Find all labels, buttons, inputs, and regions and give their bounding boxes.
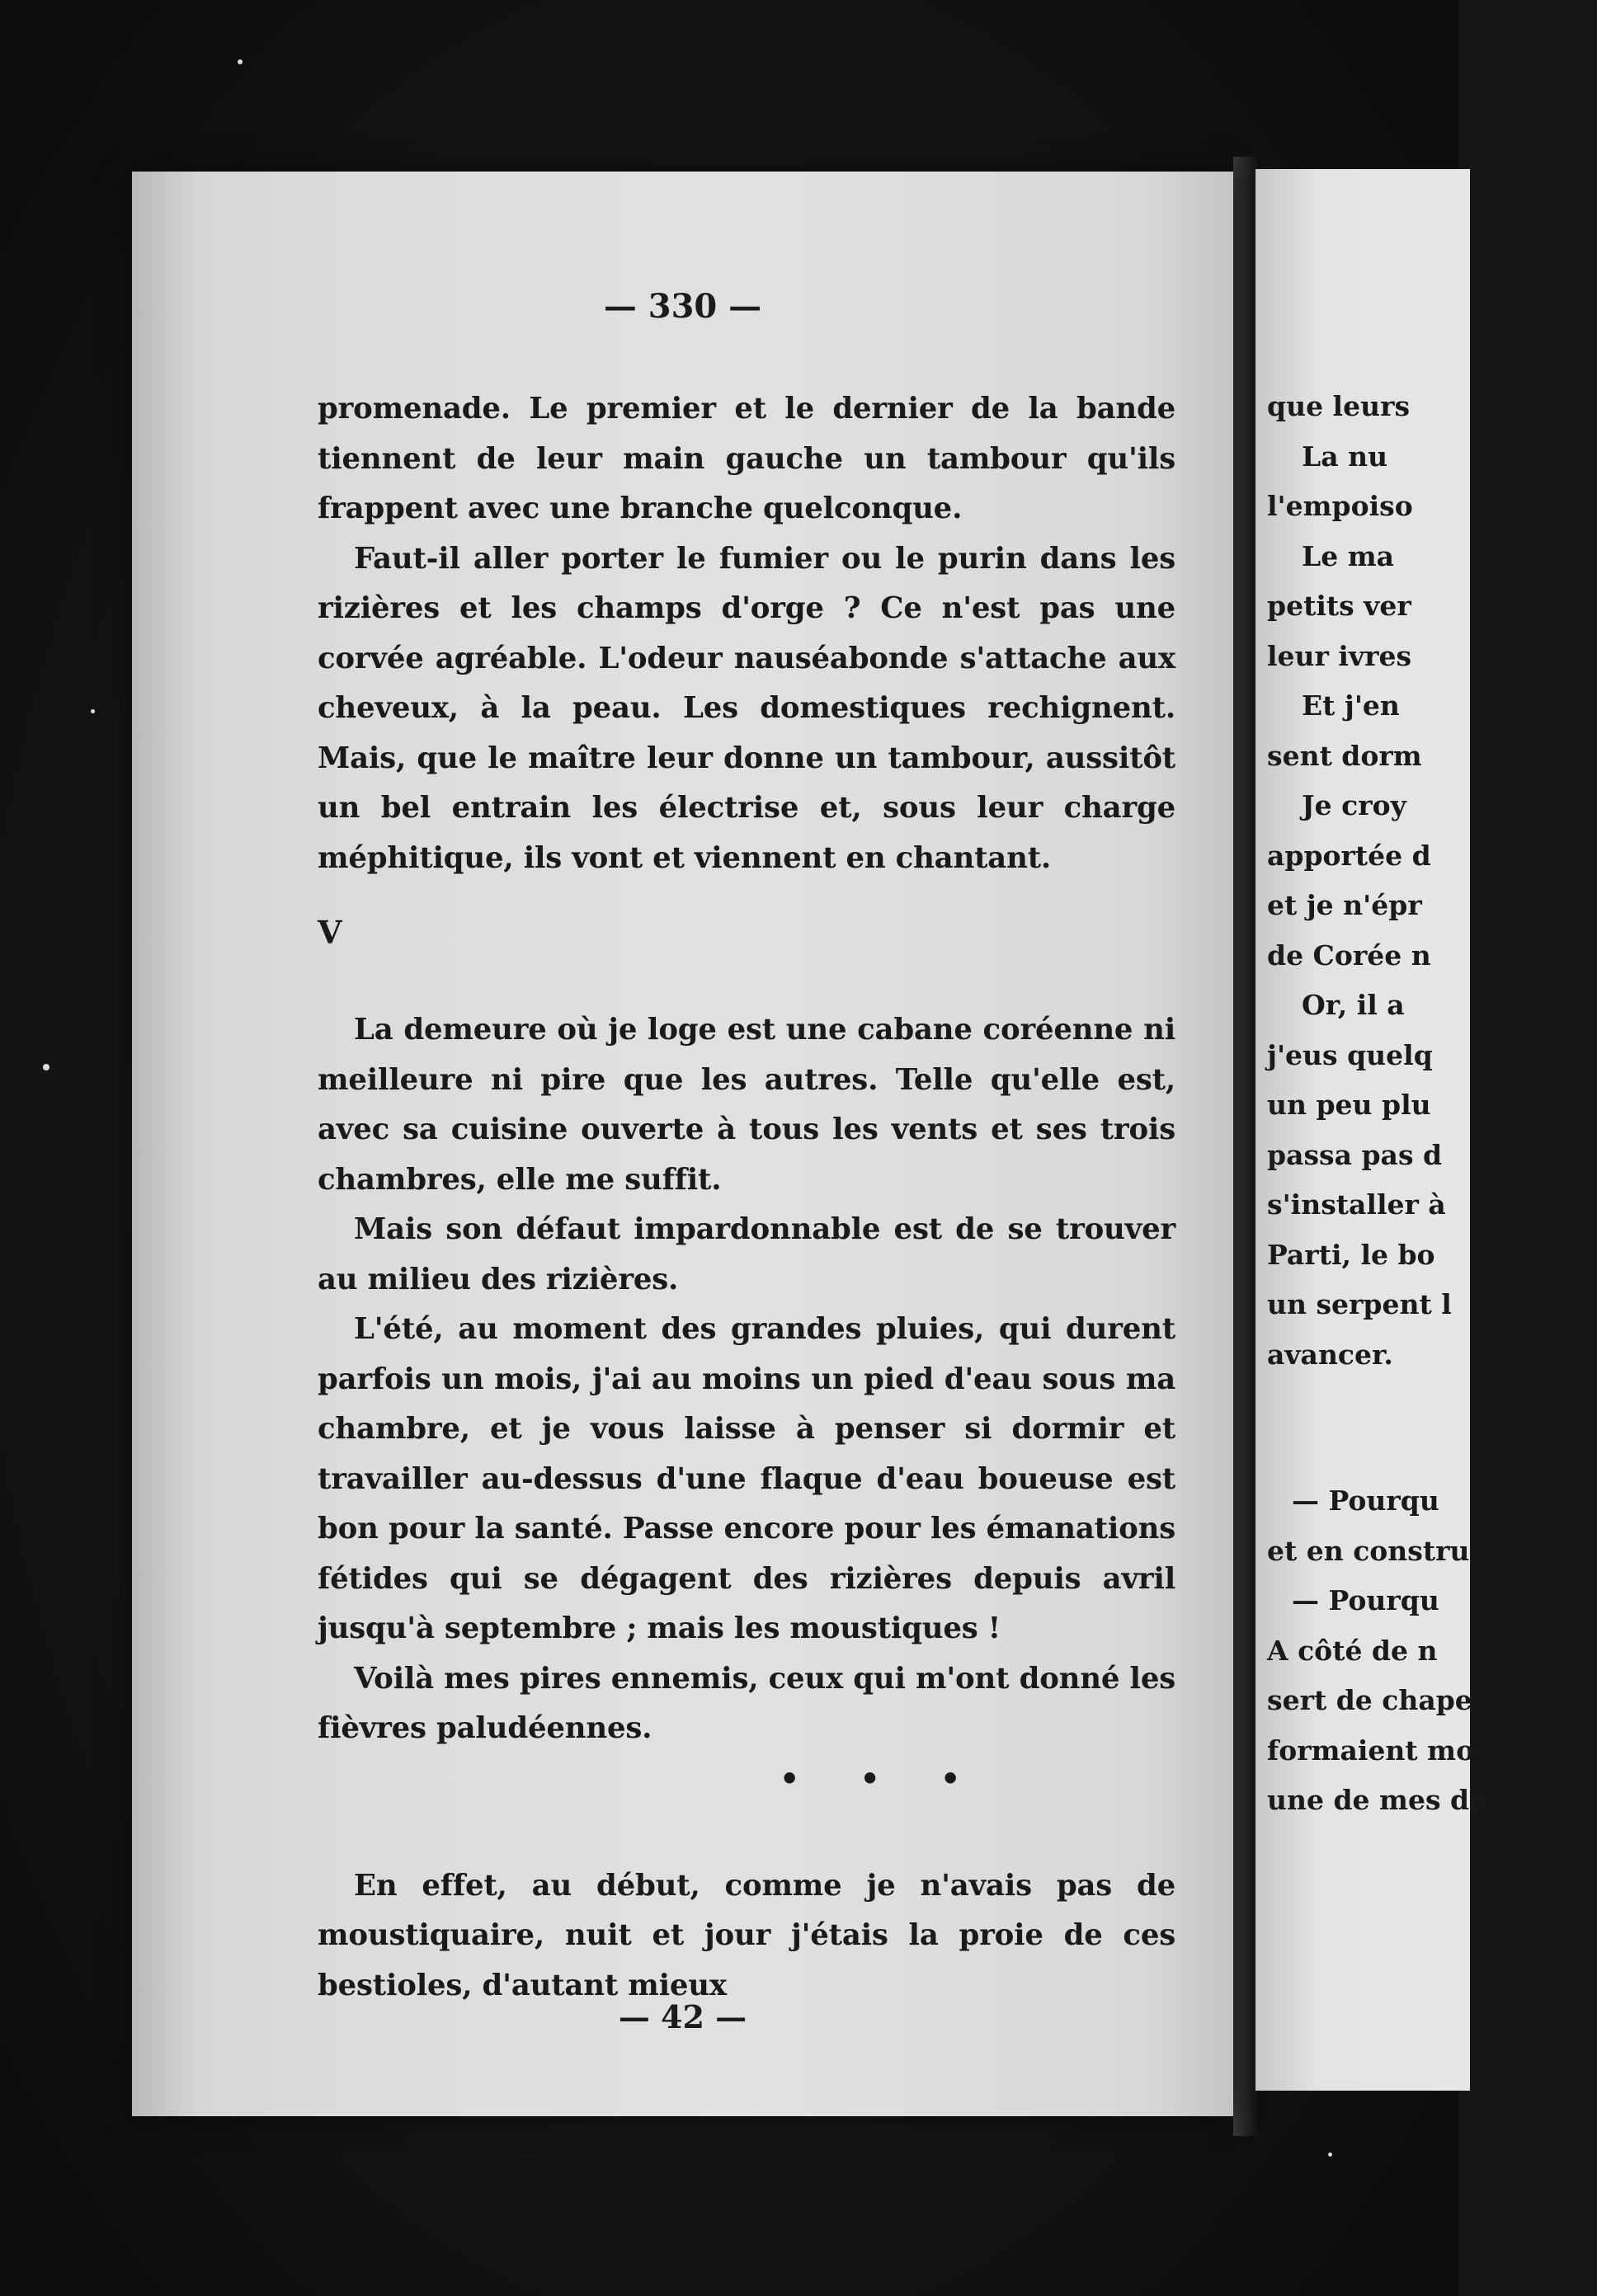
page-number-footer: — 42 — (618, 1998, 747, 2035)
section-separator: • • • (780, 1759, 986, 1797)
right-line: un peu plu (1267, 1089, 1431, 1121)
right-line: Et j'en (1302, 689, 1400, 722)
right-line: — Pourqu (1292, 1584, 1439, 1616)
right-line: petits ver (1267, 590, 1411, 622)
page-number-header: — 330 — (603, 287, 762, 326)
paragraph-1: promenade. Le premier et le dernier de la bande tiennent de leur main gauche un tambour qu'ils frappent avec une branche quelconque. (318, 392, 1175, 525)
right-line: passa pas d (1267, 1138, 1443, 1171)
right-line: Le ma (1302, 539, 1394, 572)
paragraph-4: Mais son défaut impardonnable est de se trouver au milieu des rizières. (318, 1212, 1175, 1296)
right-line: et en constru (1267, 1534, 1470, 1567)
dust-speck (43, 1064, 49, 1070)
right-line: Je croy (1302, 789, 1406, 821)
right-line: apportée d (1267, 839, 1431, 872)
right-line: A côté de n (1267, 1634, 1438, 1667)
paragraph-2: Faut-il aller porter le fumier ou le purin dans les rizières et les champs d'orge ? Ce n'est pas une corvée agréable. L'odeur nauséabonde s'attache aux cheveux, à la peau. Les domestiques rechignent. Mais, que le maître leur donne un tambour, aussitôt un bel entrain les électrise et, sous leur charge méphitique, ils vont et viennent en chantant. (318, 541, 1175, 875)
right-line: La nu (1302, 440, 1388, 473)
page-body-text (318, 384, 1175, 2011)
dust-speck (91, 709, 95, 713)
right-gap (1267, 1380, 1597, 1428)
section-heading: V (318, 914, 342, 951)
right-line: leur ivres (1267, 639, 1412, 672)
right-line: Or, il a (1302, 989, 1405, 1021)
dust-speck (238, 59, 243, 64)
right-line: s'installer à (1267, 1188, 1446, 1221)
right-line: Parti, le bo (1267, 1238, 1435, 1271)
right-line: une de mes de (1267, 1784, 1487, 1816)
right-line: j'eus quelq (1267, 1038, 1433, 1071)
right-line: formaient mo (1267, 1734, 1475, 1767)
right-line: sent dorm (1267, 739, 1422, 772)
paragraph-7: En effet, au début, comme je n'avais pas de moustiquaire, nuit et jour j'étais la proie de ces bestioles, d'autant mieux (318, 1868, 1175, 2002)
paragraph-3: La demeure où je loge est une cabane coréenne ni meilleure ni pire que les autres. Telle qu'elle est, avec sa cuisine ouverte à tous les vents et ses trois chambres, elle me suffit. (318, 1013, 1175, 1197)
right-line: avancer. (1267, 1338, 1393, 1371)
right-line: que leurs (1267, 390, 1411, 422)
right-line: de Corée n (1267, 939, 1431, 972)
right-line: un serpent l (1267, 1288, 1452, 1320)
dust-speck (1328, 2152, 1332, 2157)
right-line: et je n'épr (1267, 889, 1422, 921)
right-line: sert de chape (1267, 1684, 1472, 1716)
right-page-partial (1255, 169, 1487, 2091)
right-gap (1267, 1428, 1597, 1477)
paragraph-5: L'été, au moment des grandes pluies, qui durent parfois un mois, j'ai au moins un pied d'eau sous ma chambre, et je vous laisse à penser si dormir et travailler au-dessus d'une flaque d'eau boueuse est bon pour la santé. Passe encore pour les émanations fétides qui se dégagent des rizières depuis avril jusqu'à septembre ; mais les moustiques ! (318, 1312, 1175, 1645)
left-page (132, 172, 1233, 2116)
right-line: — Pourqu (1292, 1484, 1439, 1517)
right-line: l'empoiso (1267, 490, 1413, 522)
right-page-text (1267, 382, 1597, 1826)
book-gutter (1233, 157, 1258, 2136)
paragraph-6: Voilà mes pires ennemis, ceux qui m'ont donné les fièvres paludéennes. (318, 1661, 1175, 1745)
